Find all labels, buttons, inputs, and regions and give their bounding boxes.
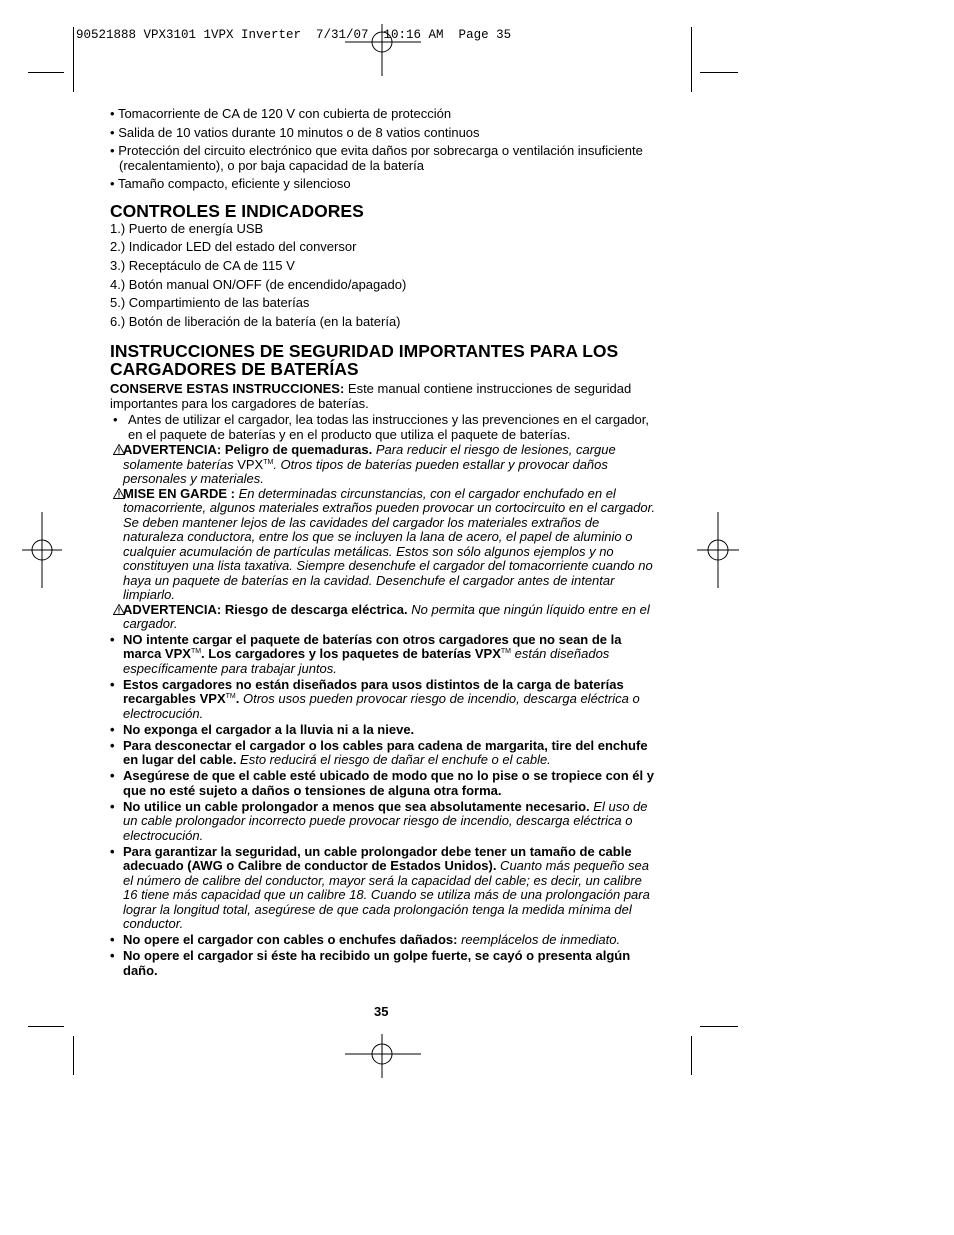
safety-bullet: • Para desconectar el cargador o los cables para cadena de margarita, tire del enchufe en lugar del cable. Esto reducirá el riesgo de dañar el enchufe o el cable. [110,737,648,768]
controls-heading: CONTROLES E INDICADORES [110,200,364,221]
feature-item: • Tamaño compacto, eficiente y silencioso [110,176,351,191]
crop-mark [691,27,692,92]
warning-mise-en-garde: MISE EN GARDE : En determinadas circunstancias, con el cargador enchufado en el tomacorriente, algunos materiales extraños pueden provocar un cortocircuito en el cargador. Se deben mantener lejos de las cavidades del cargador los materiales extraños de naturaleza conductora, entre los que se incluyen la lana de acero, el papel de aluminio o cualquier acumulación de partículas metálicas. Estos son sólo algunos ejemplos y no constituyen una lista taxativa. Siempre desenchufe el cargador del tomacorriente cuando no haya un paquete de baterías en la cavidad. Desenchufe el cargador antes de intentar limpiarlo. [110,487,658,603]
control-item: 6.) Botón de liberación de la batería (en la batería) [110,313,401,329]
safety-bullet: • Para garantizar la seguridad, un cable prolongador debe tener un tamaño de cable adecuado (AWG o Calibre de conductor de Estados Unidos). Cuanto más pequeño sea el número de calibre del conductor, mayor será la capacidad del cable; es decir, un calibre 16 tiene más capacidad que un calibre 18. Cuando se utiliza más de una prolongación para lograr la longitud total, asegúrese de que cada prolongación tenga la medida mínima del conductor. [110,843,650,932]
safety-bullet: • No opere el cargador si éste ha recibido un golpe fuerte, se cayó o presenta algún daño. [110,948,631,978]
warning-triangle-icon [113,488,125,499]
crop-mark [700,72,738,73]
registration-mark-right [697,512,739,588]
control-item: 1.) Puerto de energía USB [110,220,264,236]
control-item: 2.) Indicador LED del estado del conversor [110,239,357,255]
feature-item: • Salida de 10 vatios durante 10 minutos o de 8 vatios continuos [110,124,480,140]
feature-item: • Protección del circuito electrónico que evita daños por sobrecarga o ventilación insuficiente (recalentamiento), o por baja capacidad de la batería [110,143,643,173]
warning-burn: ADVERTENCIA: Peligro de quemaduras. Para reducir el riesgo de lesiones, cargue solamente baterías VPX™. Otros tipos de baterías pueden estallar y provocar daños personales y materiales. [110,443,658,487]
warning-triangle-icon [113,444,125,455]
control-item: 5.) Compartimiento de las baterías [110,295,310,311]
page-number: 35 [374,1004,389,1019]
safety-bullet: • Asegúrese de que el cable esté ubicado de modo que no lo pise o se tropiece con él y que no esté sujeto a daños o tensiones de alguna otra forma. [110,768,654,798]
safety-bullet: • No utilice un cable prolongador a menos que sea absolutamente necesario. El uso de un cable prolongador incorrecto puede provocar riesgo de incendio, descarga eléctrica o electrocución. [110,798,648,843]
safety-intro: CONSERVE ESTAS INSTRUCCIONES: Este manual contiene instrucciones de seguridad importantes para los cargadores de baterías. [110,381,632,411]
page-content [110,107,658,980]
crop-mark [691,1036,692,1075]
crop-mark [28,1026,64,1027]
warning-triangle-icon [113,604,125,615]
safety-bullet: • NO intente cargar el paquete de baterías con otros cargadores que no sean de la marca VPX™. Los cargadores y los paquetes de baterías VPX™ están diseñados específicamente para trabajar juntos. [110,631,622,676]
crop-mark [28,72,64,73]
registration-mark-left [22,512,62,588]
controls-list [110,222,658,330]
safety-bullet: • No exponga el cargador a la lluvia ni a la nieve. [110,721,415,737]
warning-shock: ADVERTENCIA: Riesgo de descarga eléctrica. No permita que ningún líquido entre en el cargador. [110,603,658,632]
safety-heading: INSTRUCCIONES DE SEGURIDAD IMPORTANTES PARA LOS CARGADORES DE BATERÍAS [110,341,619,380]
control-item: 3.) Receptáculo de CA de 115 V [110,257,295,273]
registration-mark-top [345,24,421,76]
feature-list [110,107,658,192]
print-slug: 90521888 VPX3101 1VPX Inverter 7/31/07 10:16 AM Page 35 [76,28,512,42]
feature-item: • Tomacorriente de CA de 120 V con cubierta de protección [110,106,452,121]
crop-mark [73,1036,74,1075]
control-item: 4.) Botón manual ON/OFF (de encendido/apagado) [110,276,407,292]
safety-bullet-list [110,633,658,979]
safety-bullet: • Estos cargadores no están diseñados para usos distintos de la carga de baterías recargables VPX™. Otros usos pueden provocar riesgo de incendio, descarga eléctrica o electrocución. [110,676,640,721]
crop-mark [73,27,74,92]
pre-bullet: • Antes de utilizar el cargador, lea todas las instrucciones y las prevenciones en el cargador, en el paquete de baterías y en el producto que utiliza el paquete de baterías. [113,412,650,442]
crop-mark [700,1026,738,1027]
registration-mark-bottom [345,1034,421,1078]
safety-bullet: • No opere el cargador con cables o enchufes dañados: reemplácelos de inmediato. [110,932,621,948]
